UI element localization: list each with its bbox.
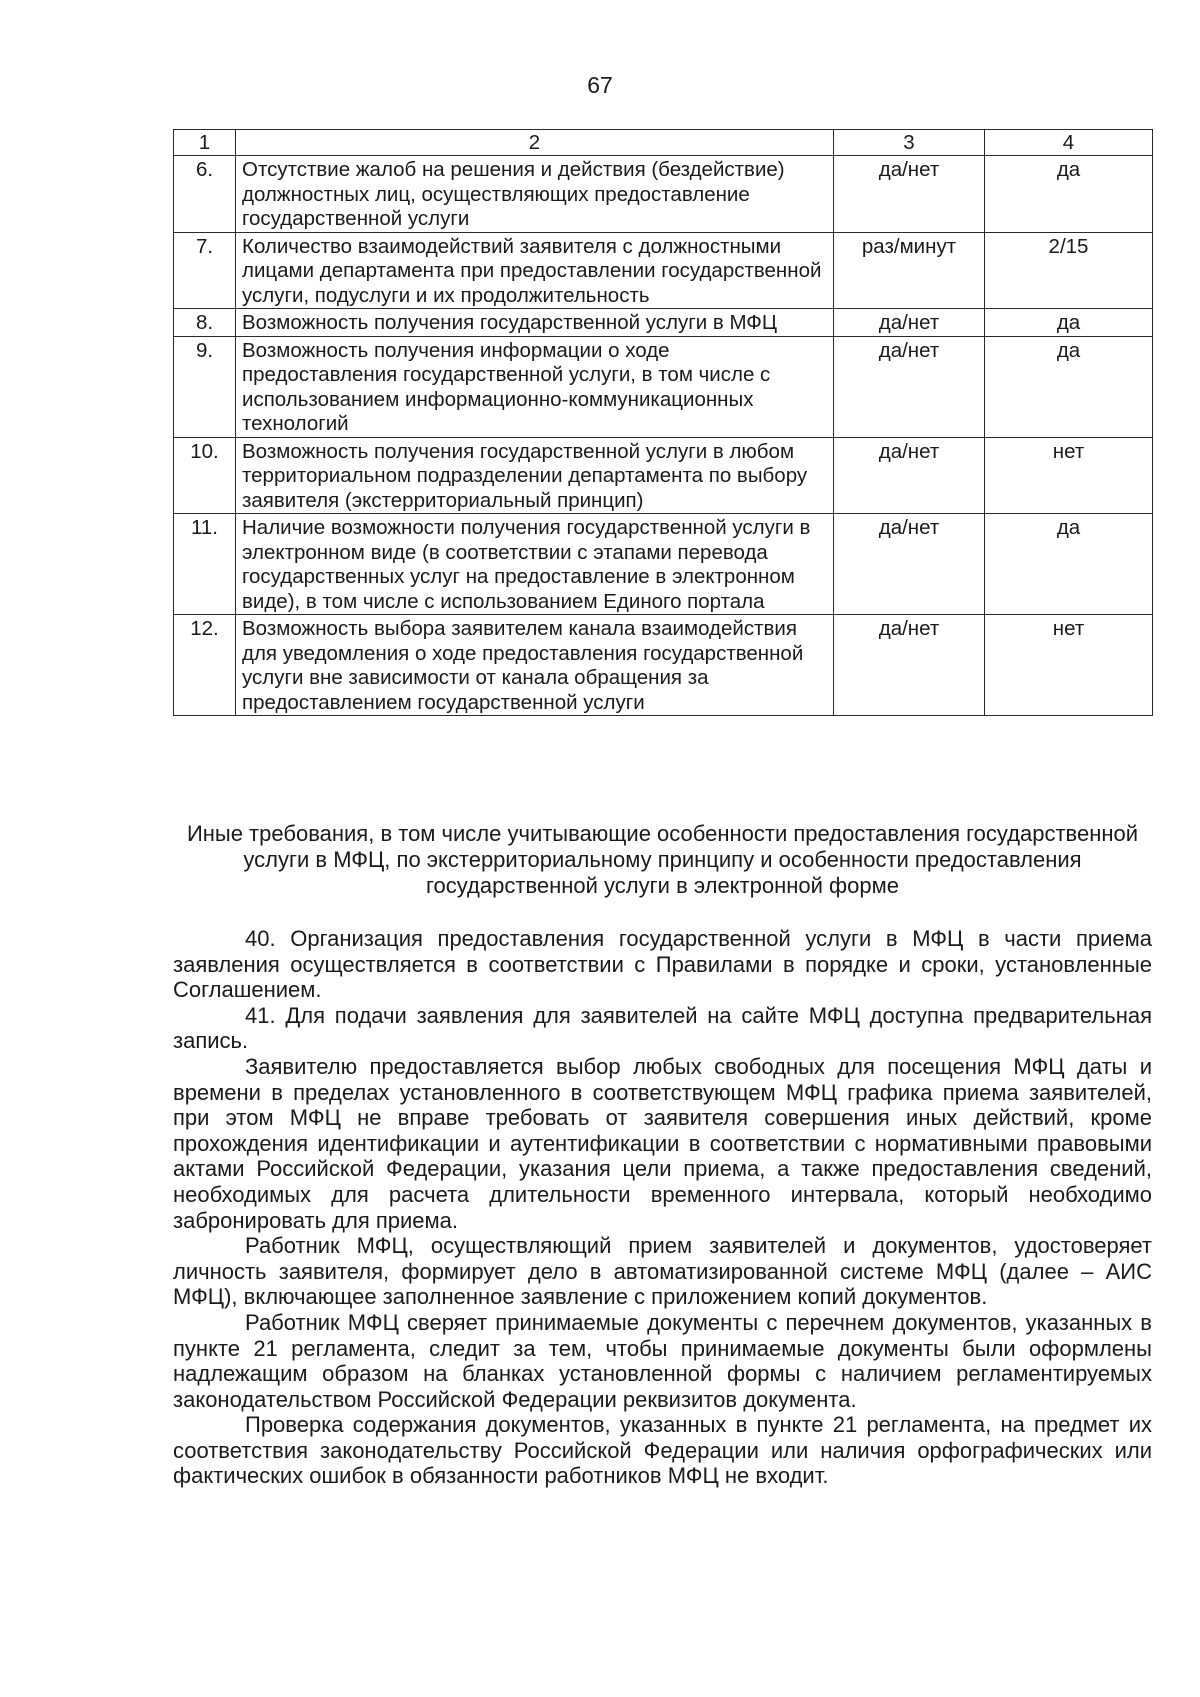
row-description: Возможность получения информации о ходе предоставления государственной услуги, в том числе с использованием информационно-коммуникационных технологий (236, 336, 834, 437)
row-number: 6. (174, 156, 236, 233)
row-unit: да/нет (834, 336, 985, 437)
table-row (174, 437, 1153, 514)
row-number: 10. (174, 437, 236, 514)
row-unit: да/нет (834, 309, 985, 337)
column-header-2: 2 (236, 130, 834, 156)
paragraph: Работник МФЦ сверяет принимаемые документы с перечнем документов, указанных в пункте 21 регламента, следит за тем, чтобы принимаемые документы были оформлены надлежащим образом на бланках установленной формы с наличием регламентируемых законодательством Российской Федерации реквизитов документа. (173, 1309, 1152, 1412)
page-number: 67 (587, 72, 613, 98)
row-description: Количество взаимодействий заявителя с должностными лицами департамента при предоставлении государственной услуги, подуслуги и их продолжительность (236, 232, 834, 309)
column-header-3: 3 (834, 130, 985, 156)
row-description: Возможность получения государственной услуги в МФЦ (236, 309, 834, 337)
body-text (173, 926, 1152, 1489)
row-number: 9. (174, 336, 236, 437)
table-header-row (174, 130, 1153, 156)
table-row (174, 232, 1153, 309)
column-header-1: 1 (174, 130, 236, 156)
table-row (174, 336, 1153, 437)
row-unit: да/нет (834, 514, 985, 615)
table-row (174, 514, 1153, 615)
row-description: Отсутствие жалоб на решения и действия (бездействие) должностных лиц, осуществляющих предоставление государственной услуги (236, 156, 834, 233)
row-number: 8. (174, 309, 236, 337)
table-row (174, 309, 1153, 337)
row-unit: да/нет (834, 615, 985, 716)
criteria-table (173, 129, 1153, 716)
row-value: нет (985, 615, 1153, 716)
row-value: 2/15 (985, 232, 1153, 309)
table-row (174, 615, 1153, 716)
paragraph-40: 40. Организация предоставления государственной услуги в МФЦ в части приема заявления осуществляется в соответствии с Правилами в порядке и сроки, установленные Соглашением. (173, 926, 1152, 1003)
row-value: да (985, 309, 1153, 337)
paragraph: Проверка содержания документов, указанных в пункте 21 регламента, на предмет их соответствия законодательству Российской Федерации или наличия орфографических или фактических ошибок в обязанности работников МФЦ не входит. (173, 1412, 1152, 1489)
row-description: Возможность выбора заявителем канала взаимодействия для уведомления о ходе предоставления государственной услуги вне зависимости от канала обращения за предоставлением государственной услуги (236, 615, 834, 716)
row-value: да (985, 514, 1153, 615)
row-description: Возможность получения государственной услуги в любом территориальном подразделении департамента по выбору заявителя (экстерриториальный принцип) (236, 437, 834, 514)
row-value: да (985, 156, 1153, 233)
row-value: нет (985, 437, 1153, 514)
row-unit: да/нет (834, 437, 985, 514)
column-header-4: 4 (985, 130, 1153, 156)
row-unit: раз/минут (834, 232, 985, 309)
table-row (174, 156, 1153, 233)
paragraph: Работник МФЦ, осуществляющий прием заявителей и документов, удостоверяет личность заявителя, формирует дело в автоматизированной системе МФЦ (далее – АИС МФЦ), включающее заполненное заявление с приложением копий документов. (173, 1233, 1152, 1310)
section-heading: Иные требования, в том числе учитывающие особенности предоставления государственной услуги в МФЦ, по экстерриториальному принципу и особенности предоставления государственной услуги в электронной форме (186, 821, 1139, 898)
row-number: 7. (174, 232, 236, 309)
row-number: 11. (174, 514, 236, 615)
row-unit: да/нет (834, 156, 985, 233)
row-value: да (985, 336, 1153, 437)
row-number: 12. (174, 615, 236, 716)
paragraph: Заявителю предоставляется выбор любых свободных для посещения МФЦ даты и времени в пределах установленного в соответствующем МФЦ графика приема заявителей, при этом МФЦ не вправе требовать от заявителя совершения иных действий, кроме прохождения идентификации и аутентификации в соответствии с нормативными правовыми актами Российской Федерации, указания цели приема, а также предоставления сведений, необходимых для расчета длительности временного интервала, который необходимо забронировать для приема. (173, 1053, 1152, 1233)
paragraph-41: 41. Для подачи заявления для заявителей на сайте МФЦ доступна предварительная запись. (173, 1002, 1152, 1054)
row-description: Наличие возможности получения государственной услуги в электронном виде (в соответствии с этапами перевода государственных услуг на предоставление в электронном виде), в том числе с использованием Единого портала (236, 514, 834, 615)
